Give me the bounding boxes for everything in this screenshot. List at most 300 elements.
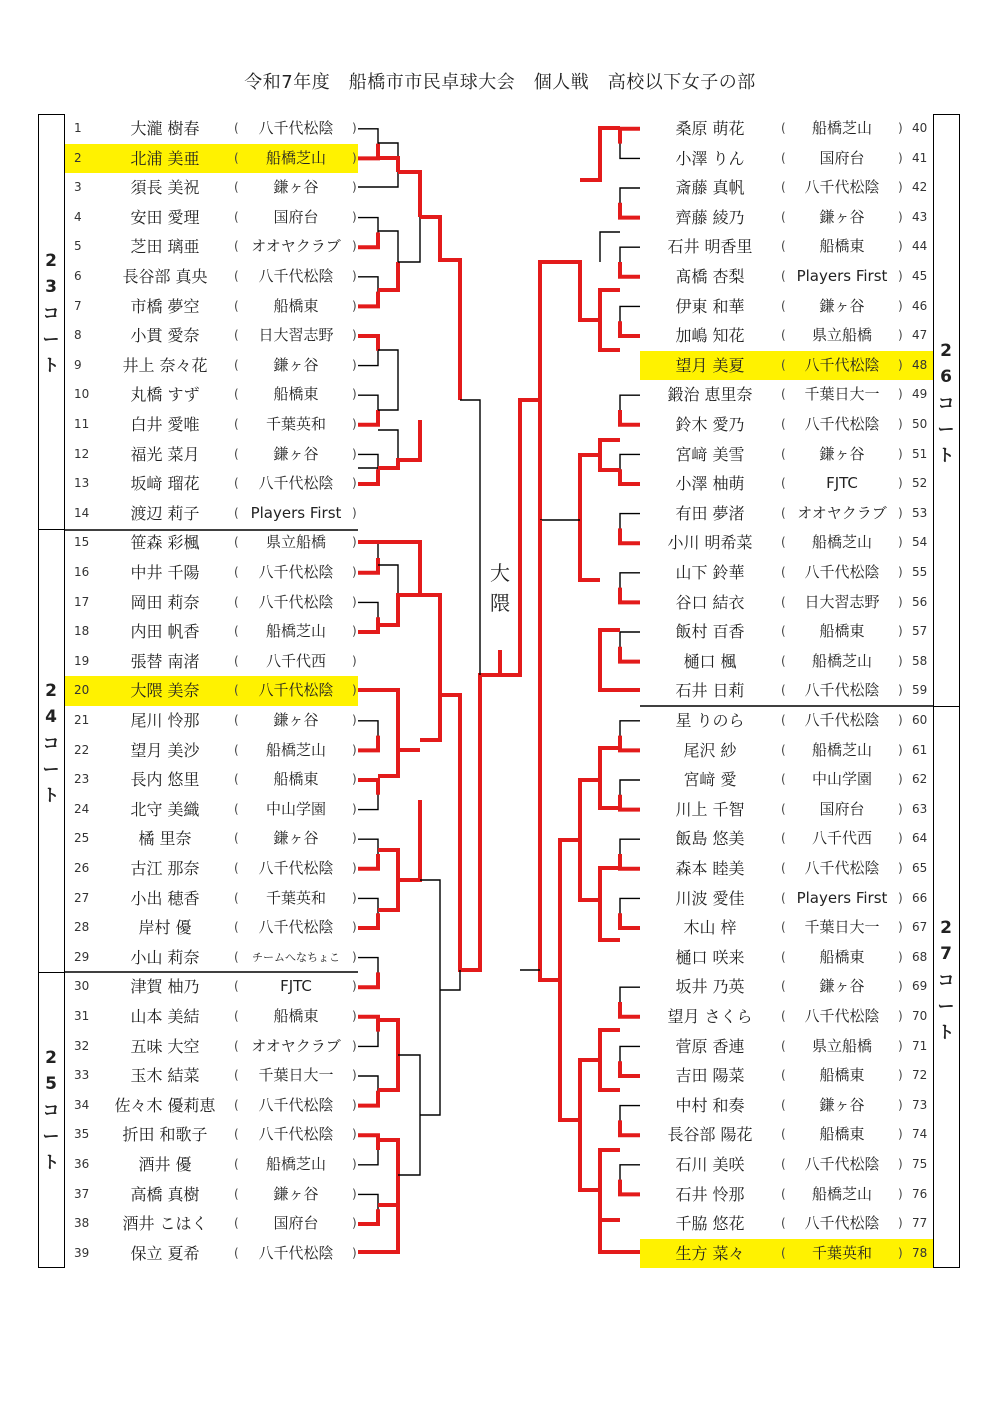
player-name: 樋口 咲来: [675, 947, 745, 967]
player-number: 63: [912, 801, 928, 816]
paren-close: ): [352, 150, 357, 165]
paren-close: ): [898, 683, 903, 698]
paren-open: (: [234, 535, 239, 550]
player-number: 70: [912, 1009, 928, 1023]
player-name: 岸村 優: [138, 918, 192, 938]
paren-open: (: [234, 180, 239, 195]
paren-open: (: [781, 831, 786, 846]
bracket-match: [620, 454, 640, 484]
player-row-left: [65, 913, 358, 943]
paren-close: ): [898, 1127, 903, 1142]
paren-open: (: [781, 742, 786, 757]
player-row-left: [65, 765, 358, 795]
bracket-match: [620, 129, 640, 159]
bracket-win-path: [358, 292, 378, 307]
player-name: 望月 さくら: [667, 1007, 753, 1026]
player-school: 船橋東: [819, 1125, 865, 1144]
court-char: ト: [937, 1023, 955, 1044]
paren-open: (: [234, 1009, 239, 1023]
court-char: ト: [42, 356, 60, 377]
player-name: 樋口 楓: [683, 651, 737, 671]
player-school: 船橋芝山: [265, 148, 326, 167]
player-number: 41: [912, 150, 928, 165]
player-row-right: [640, 913, 933, 943]
player-name: 伊東 和華: [675, 296, 745, 316]
paren-open: (: [234, 269, 239, 283]
player-name: 望月 美夏: [675, 355, 745, 375]
paren-close: ): [898, 1216, 903, 1231]
player-number: 78: [912, 1245, 928, 1260]
player-number: 76: [912, 1186, 928, 1201]
player-row-left: [65, 736, 358, 766]
player-number: 15: [74, 535, 90, 550]
court-label-24: [40, 678, 62, 810]
player-school: 国府台: [273, 207, 319, 226]
paren-close: ): [898, 357, 903, 372]
bracket-win-path: [358, 1091, 378, 1106]
player-number: 44: [912, 239, 928, 254]
paren-close: ): [352, 121, 357, 135]
bracket-win-path: [620, 1180, 640, 1195]
paren-close: ): [898, 890, 903, 905]
paren-close: ): [352, 535, 357, 550]
player-name: 尾川 怜那: [130, 711, 200, 730]
paren-close: ): [352, 1186, 357, 1201]
player-name: 齊藤 綾乃: [675, 207, 745, 227]
bracket-win-path: [358, 1209, 378, 1224]
player-school: 鎌ヶ谷: [819, 296, 865, 315]
court-label-25: [40, 1045, 62, 1177]
court-char: コ: [937, 970, 955, 991]
paren-close: ): [898, 624, 903, 639]
bracket-win-path: [600, 440, 620, 470]
bracket-win-path: [358, 617, 378, 632]
paren-close: ): [352, 890, 357, 905]
player-name: 酒井 こはく: [122, 1214, 208, 1234]
paren-close: ): [898, 1009, 903, 1023]
player-number: 35: [74, 1127, 90, 1142]
player-row-left: [65, 292, 358, 322]
player-row-left: [65, 854, 358, 884]
bracket-win-path: [620, 854, 640, 869]
paren-close: ): [898, 476, 903, 491]
player-number: 4: [74, 209, 82, 224]
bracket-match: [358, 958, 378, 988]
player-name: 尾沢 紗: [683, 740, 737, 760]
paren-close: ): [352, 624, 357, 639]
player-name: 石井 明香里: [667, 237, 753, 257]
player-school: 船橋芝山: [811, 533, 872, 552]
player-school: Players First: [796, 888, 888, 907]
bracket-match: [620, 514, 640, 544]
paren-open: (: [781, 1009, 786, 1023]
court-char: コ: [42, 733, 60, 754]
paren-close: ): [898, 1068, 903, 1083]
paren-open: (: [781, 1038, 786, 1053]
paren-close: ): [352, 180, 357, 195]
player-number: 77: [912, 1216, 928, 1231]
bracket-win-path: [398, 800, 420, 880]
player-name: 五味 大空: [130, 1036, 200, 1056]
player-number: 27: [74, 890, 90, 905]
bracket-match: [358, 218, 378, 248]
player-school: 千葉日大一: [804, 385, 880, 404]
player-school: 鎌ヶ谷: [273, 355, 319, 374]
bracket-match: [620, 573, 640, 603]
bracket-win-path: [378, 850, 398, 910]
paren-open: (: [781, 476, 786, 491]
player-number: 49: [912, 387, 928, 402]
court-char: ー: [42, 1127, 60, 1148]
player-school: 八千代松陰: [804, 1155, 880, 1173]
player-name: 長谷部 陽花: [667, 1125, 753, 1145]
player-name: 内田 帆香: [130, 622, 200, 642]
paren-close: ): [352, 979, 357, 994]
paren-close: ): [898, 269, 903, 283]
player-name: 長谷部 真央: [122, 267, 208, 286]
paren-open: (: [234, 1216, 239, 1231]
player-row-right: [640, 1002, 933, 1032]
player-number: 74: [912, 1127, 928, 1142]
paren-open: (: [234, 683, 239, 698]
paren-open: (: [234, 1038, 239, 1053]
paren-close: ): [352, 920, 357, 935]
player-row-left: [65, 1091, 358, 1121]
player-school: 千葉日大一: [804, 918, 880, 937]
player-row-left: [65, 440, 358, 470]
paren-open: (: [781, 949, 786, 964]
bracket-win-path: [378, 262, 398, 290]
paren-close: ): [898, 861, 903, 875]
player-name: 大瀧 樹春: [130, 119, 200, 138]
player-name: 有田 夢渚: [675, 503, 745, 523]
court-char: ト: [42, 1153, 60, 1174]
paren-open: (: [781, 328, 786, 343]
bracket-match: [620, 188, 640, 218]
player-row-right: [640, 528, 933, 558]
bracket-match: [358, 454, 378, 484]
bracket-match: [420, 880, 440, 1115]
bracket-win-path: [620, 321, 640, 336]
player-name: 笹森 彩楓: [130, 533, 200, 553]
paren-close: ): [898, 653, 903, 668]
player-row-left: [65, 1150, 358, 1180]
paren-close: ): [352, 949, 357, 964]
player-number: 36: [74, 1157, 90, 1171]
player-row-left: [65, 617, 358, 647]
player-name: 小出 穂香: [130, 888, 200, 908]
bracket-win-path: [580, 1060, 600, 1190]
paren-close: ): [898, 594, 903, 609]
player-name: 桑原 萌花: [675, 119, 745, 138]
paren-open: (: [234, 890, 239, 905]
bracket-win-path: [420, 695, 440, 740]
player-name: 玉木 結菜: [130, 1066, 200, 1086]
player-row-left: [65, 144, 358, 174]
court-label-27: [935, 915, 957, 1047]
bracket-win-path: [358, 972, 378, 987]
player-number: 3: [74, 180, 82, 195]
player-school: 八千代松陰: [804, 1007, 880, 1025]
player-row-left: [65, 588, 358, 618]
player-name: 小澤 りん: [675, 148, 745, 168]
player-number: 33: [74, 1068, 90, 1083]
player-name: 酒井 優: [138, 1155, 192, 1174]
court-char: 2: [940, 918, 952, 938]
player-school: 船橋東: [273, 296, 319, 315]
player-school: 千葉英和: [265, 888, 326, 907]
player-name: 市橋 夢空: [130, 296, 200, 316]
court-char: ー: [937, 420, 955, 441]
player-row-left: [65, 1239, 358, 1269]
player-row-left: [65, 262, 358, 292]
player-row-right: [640, 972, 933, 1002]
player-row-right: [640, 736, 933, 766]
paren-open: (: [234, 446, 239, 461]
paren-close: ): [898, 446, 903, 461]
bracket-win-path: [378, 420, 420, 468]
paren-open: (: [234, 1245, 239, 1260]
player-number: 69: [912, 979, 928, 994]
player-name: 佐々木 優莉恵: [114, 1095, 216, 1115]
bracket-win-path: [358, 854, 378, 869]
player-number: 39: [74, 1245, 90, 1260]
court-char: 2: [45, 681, 57, 701]
player-name: 岡田 莉奈: [130, 592, 200, 612]
paren-open: (: [781, 269, 786, 283]
player-row-right: [640, 1120, 933, 1150]
player-number: 7: [74, 298, 82, 313]
paren-close: ): [898, 979, 903, 994]
bracket-match: [620, 721, 640, 751]
player-school: 鎌ヶ谷: [273, 1184, 319, 1203]
player-school: 鎌ヶ谷: [819, 1095, 865, 1114]
paren-open: (: [781, 861, 786, 875]
player-name: 小山 莉奈: [130, 947, 200, 967]
bracket-win-path: [358, 336, 378, 351]
bracket-match: [358, 1135, 378, 1165]
player-row-left: [65, 528, 358, 558]
paren-close: ): [352, 801, 357, 816]
player-name: 石井 怜那: [675, 1184, 745, 1204]
player-school: 鎌ヶ谷: [819, 207, 865, 226]
player-number: 20: [74, 683, 90, 698]
player-number: 30: [74, 979, 90, 994]
bracket-match: [358, 1076, 378, 1106]
player-number: 5: [74, 239, 82, 254]
court-char: 5: [45, 1074, 57, 1095]
paren-open: (: [234, 298, 239, 313]
paren-open: (: [781, 505, 786, 520]
player-row-right: [640, 824, 933, 854]
player-school: 千葉英和: [811, 1243, 872, 1262]
paren-open: (: [234, 1127, 239, 1142]
player-name: 芝田 璃亜: [130, 237, 200, 257]
paren-open: (: [781, 209, 786, 224]
player-name: 津賀 柚乃: [130, 977, 200, 997]
player-school: 船橋東: [819, 947, 865, 966]
paren-open: (: [234, 1157, 239, 1171]
player-number: 10: [74, 387, 90, 402]
court-char: 7: [940, 944, 952, 965]
paren-open: (: [781, 890, 786, 905]
paren-close: ): [352, 476, 357, 491]
player-number: 2: [74, 150, 82, 165]
paren-open: (: [781, 1097, 786, 1112]
player-number: 1: [74, 121, 82, 135]
player-row-right: [640, 469, 933, 499]
paren-open: (: [781, 653, 786, 668]
player-number: 68: [912, 949, 928, 964]
paren-close: ): [352, 209, 357, 224]
player-number: 60: [912, 713, 928, 727]
paren-close: ): [898, 505, 903, 520]
paren-close: ): [352, 417, 357, 431]
player-row-left: [65, 173, 358, 203]
paren-close: ): [352, 298, 357, 313]
paren-close: ): [352, 653, 357, 668]
player-school: 日大習志野: [804, 592, 880, 611]
bracket-win-path: [378, 1020, 398, 1090]
player-number: 28: [74, 920, 90, 935]
bracket-match: [440, 970, 460, 990]
bracket-win-path: [620, 262, 640, 277]
player-school: 鎌ヶ谷: [273, 711, 319, 729]
paren-close: ): [352, 772, 357, 787]
player-school: 千葉英和: [265, 415, 326, 433]
bracket-win-path: [600, 748, 620, 808]
player-school: 八千代松陰: [804, 415, 880, 433]
paren-open: (: [234, 209, 239, 224]
player-school: 中山学園: [811, 770, 872, 789]
bracket-match: [620, 1165, 640, 1195]
bracket-win-path: [440, 650, 500, 970]
player-row-left: [65, 647, 358, 677]
player-row-right: [640, 203, 933, 233]
paren-close: ): [352, 1097, 357, 1112]
player-name: 丸橋 すず: [130, 385, 200, 405]
player-school: 八千代松陰: [804, 563, 880, 581]
player-name: 北浦 美亜: [130, 148, 200, 168]
player-row-left: [65, 795, 358, 825]
player-school: 八千代松陰: [804, 711, 880, 729]
player-name: 渡辺 莉子: [130, 503, 200, 523]
player-school: 日大習志野: [258, 326, 334, 345]
paren-close: ): [352, 269, 357, 283]
player-school: 八千代松陰: [258, 918, 334, 937]
player-row-right: [640, 647, 933, 677]
player-number: 12: [74, 446, 90, 461]
player-row-left: [65, 380, 358, 410]
bracket-win-path: [358, 736, 378, 751]
player-number: 59: [912, 683, 928, 698]
player-name: 小澤 柚萌: [675, 474, 745, 494]
player-name: 古江 那奈: [130, 859, 200, 878]
paren-close: ): [352, 357, 357, 372]
player-name: 鍛治 恵里奈: [667, 385, 753, 405]
bracket-win-path: [580, 128, 620, 180]
player-name: 生方 菜々: [675, 1243, 745, 1263]
player-row-right: [640, 380, 933, 410]
player-name: 森本 睦美: [675, 859, 745, 878]
player-school: 中山学園: [265, 799, 326, 818]
player-name: 谷口 結衣: [675, 592, 745, 612]
player-school: 船橋芝山: [811, 651, 872, 670]
paren-open: (: [781, 920, 786, 935]
paren-open: (: [234, 624, 239, 639]
paren-close: ): [898, 417, 903, 431]
paren-open: (: [234, 150, 239, 165]
bracket-win-path: [600, 290, 620, 350]
player-school: 千葉日大一: [258, 1066, 334, 1085]
player-number: 51: [912, 446, 928, 461]
bracket-win-path: [620, 129, 640, 144]
player-school: 鎌ヶ谷: [273, 178, 319, 197]
player-number: 18: [74, 624, 90, 639]
bracket-win-path: [580, 455, 600, 580]
player-school: 八千代松陰: [258, 1243, 334, 1262]
champion-name: [488, 558, 512, 618]
paren-close: ): [352, 565, 357, 579]
player-name: 飯島 悠美: [675, 829, 745, 849]
court-char: コ: [937, 393, 955, 414]
player-row-right: [640, 676, 933, 706]
paren-open: (: [781, 1127, 786, 1142]
bracket-match: [378, 565, 398, 625]
player-school: 船橋芝山: [811, 1184, 872, 1203]
player-number: 29: [74, 949, 90, 964]
bracket-match: [620, 780, 640, 810]
paren-open: (: [234, 1186, 239, 1201]
player-school: 県立船橋: [265, 533, 326, 552]
player-row-right: [640, 232, 933, 262]
bracket-win-path: [420, 595, 440, 695]
player-row-right: [640, 292, 933, 322]
player-number: 61: [912, 742, 928, 757]
paren-close: ): [352, 505, 357, 520]
player-name: 川上 千智: [675, 799, 745, 819]
player-name: 斎藤 真帆: [675, 178, 745, 198]
player-school: 八千代松陰: [258, 681, 334, 700]
player-number: 46: [912, 298, 928, 313]
player-school: 八千代松陰: [804, 178, 880, 197]
paren-close: ): [898, 1157, 903, 1171]
bracket-win-path: [378, 595, 420, 625]
player-number: 45: [912, 269, 928, 283]
paren-open: (: [234, 861, 239, 875]
bracket-match: [398, 1055, 420, 1175]
bracket-win-path: [620, 1002, 640, 1017]
player-row-left: [65, 499, 358, 529]
bracket-match: [460, 400, 480, 675]
bracket-win-path: [620, 795, 640, 810]
bracket-match: [620, 898, 640, 928]
paren-open: (: [234, 801, 239, 816]
paren-open: (: [234, 831, 239, 846]
player-number: 40: [912, 121, 928, 135]
player-number: 43: [912, 209, 928, 224]
bracket-match: [358, 1017, 378, 1047]
paren-open: (: [781, 239, 786, 254]
bracket-match: [358, 602, 378, 632]
player-number: 16: [74, 565, 90, 579]
court-char: ー: [42, 760, 60, 781]
paren-close: ): [352, 328, 357, 343]
bracket-match: [358, 395, 378, 425]
player-name: 千脇 悠花: [675, 1214, 745, 1234]
player-name: 白井 愛唯: [130, 415, 200, 434]
player-school: 鎌ヶ谷: [819, 977, 865, 996]
